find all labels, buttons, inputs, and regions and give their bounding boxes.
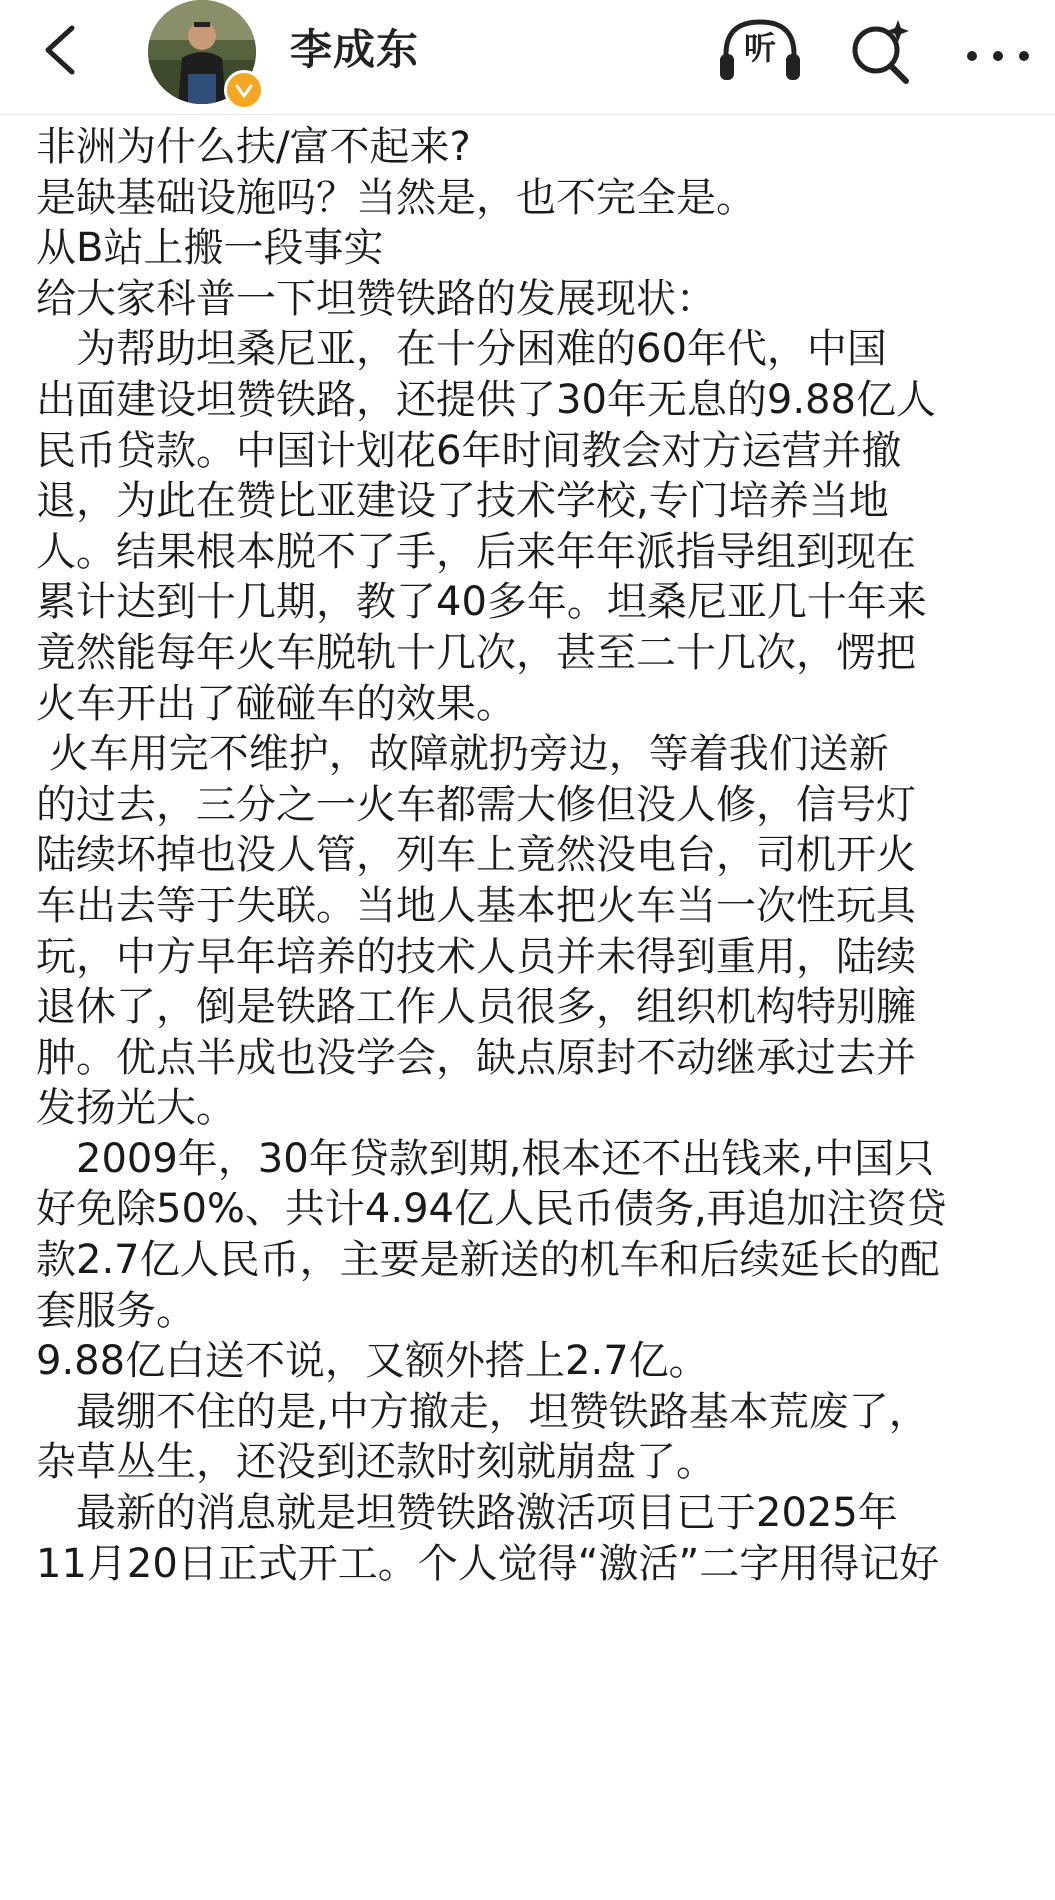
post-text-line: 给大家科普一下坦赞铁路的发展现状： [36,275,716,322]
more-options-button[interactable] [958,14,1038,86]
post-text-line: 民币贷款。中国计划花6年时间教会对方运营并撤 [36,427,902,474]
chevron-left-icon [40,24,80,76]
listen-label: 听 [743,29,776,67]
post-text-line: 累计达到十几期，教了40多年。坦桑尼亚几十年来 [36,579,927,626]
post-text-line: 非洲为什么扶/富不起来? [36,124,471,170]
verified-badge-icon [224,70,264,110]
listen-button[interactable] [716,14,804,86]
post-text-line: 杂草丛生，还没到还款时刻就崩盘了。 [36,1439,716,1486]
post-text-line: 退休了，倒是铁路工作人员很多，组织机构特别臃 [36,984,916,1031]
post-text-line: 肿。优点半成也没学会，缺点原封不动继承过去并 [36,1034,916,1081]
post-text-line: 套服务。 [36,1287,196,1334]
post-text-line: 车出去等于失联。当地人基本把火车当一次性玩具 [36,882,916,929]
post-text-line: 从B站上搬一段事实 [36,225,384,272]
back-button[interactable] [28,18,92,82]
post-text-line: 2009年，30年贷款到期,根本还不出钱来,中国只 [36,1135,935,1182]
post-text-line: 最新的消息就是坦赞铁路激活项目已于2025年 [36,1490,898,1537]
post-text-line: 退，为此在赞比亚建设了技术学校,专门培养当地 [36,478,889,525]
search-sparkle-icon [844,14,920,90]
post-text-line: 款2.7亿人民币，主要是新送的机车和后续延长的配 [36,1237,940,1284]
post-text-line: 发扬光大。 [36,1085,236,1132]
post-text-line: 火车开出了碰碰车的效果。 [36,680,516,727]
post-text-line: 出面建设坦赞铁路，还提供了30年无息的9.88亿人 [36,376,936,423]
more-dots-icon [958,14,1038,86]
post-text-line: 人。结果根本脱不了手，后来年年派指导组到现在 [36,528,916,575]
post-text-line: 11月20日正式开工。个人觉得“激活”二字用得记好 [36,1540,940,1587]
post-text-line: 陆续坏掉也没人管，列车上竟然没电台，司机开火 [36,832,916,879]
top-nav-bar [0,0,1055,115]
post-text-line: 是缺基础设施吗？当然是，也不完全是。 [36,174,756,221]
author-name[interactable]: 李成东 [290,25,420,74]
search-button[interactable] [844,14,920,90]
post-text-line: 的过去，三分之一火车都需大修但没人修，信号灯 [36,781,916,828]
post-text-line: 为帮助坦桑尼亚，在十分困难的60年代，中国 [36,326,887,373]
author-avatar-link[interactable] [148,0,258,110]
post-text-line: 9.88亿白送不说，又额外搭上2.7亿。 [36,1338,709,1385]
post-body [36,122,1048,1589]
post-text-line: 玩，中方早年培养的技术人员并未得到重用，陆续 [36,933,916,980]
post-text-line: 最绷不住的是,中方撤走，坦赞铁路基本荒废了， [36,1388,929,1435]
post-text-line: 竟然能每年火车脱轨十几次，甚至二十几次，愣把 [36,629,916,676]
post-text-line: 火车用完不维护，故障就扔旁边，等着我们送新 [36,731,889,778]
post-text-line: 好免除50%、共计4.94亿人民币债务,再追加注资贷 [36,1186,947,1233]
